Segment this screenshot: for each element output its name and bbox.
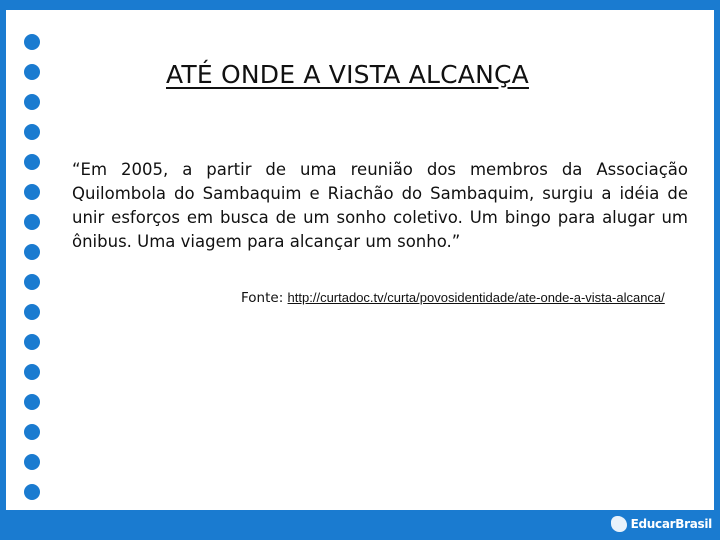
source-line	[241, 290, 711, 306]
bullet-dot	[24, 424, 40, 440]
source-label: Fonte:	[241, 290, 288, 306]
brazil-map-icon	[611, 516, 627, 532]
bullet-dot	[24, 94, 40, 110]
bullet-dot	[24, 274, 40, 290]
bullet-dot	[24, 484, 40, 500]
bullet-dot	[24, 214, 40, 230]
bullet-dot	[24, 184, 40, 200]
educarbrasil-logo	[611, 512, 712, 536]
bullet-column	[24, 34, 42, 504]
logo-text: EducarBrasil	[630, 517, 712, 531]
slide-title: ATÉ ONDE A VISTA ALCANÇA	[166, 60, 529, 89]
bullet-dot	[24, 124, 40, 140]
slide	[6, 10, 714, 510]
bullet-dot	[24, 244, 40, 260]
bullet-dot	[24, 394, 40, 410]
source-link[interactable]: http://curtadoc.tv/curta/povosidentidade/ate-onde-a-vista-alcanca/	[287, 290, 665, 305]
bullet-dot	[24, 64, 40, 80]
quote-text: “Em 2005, a partir de uma reunião dos membros da Associação Quilombola do Sambaquim e Riachão do Sambaquim, surgiu a idéia de unir esforços em busca de um sonho coletivo. Um bingo para alugar um ônibus. Uma viagem para alcançar um sonho.”	[72, 160, 688, 251]
bullet-dot	[24, 304, 40, 320]
bullet-dot	[24, 334, 40, 350]
bullet-dot	[24, 34, 40, 50]
bullet-dot	[24, 364, 40, 380]
bullet-dot	[24, 154, 40, 170]
bullet-dot	[24, 454, 40, 470]
